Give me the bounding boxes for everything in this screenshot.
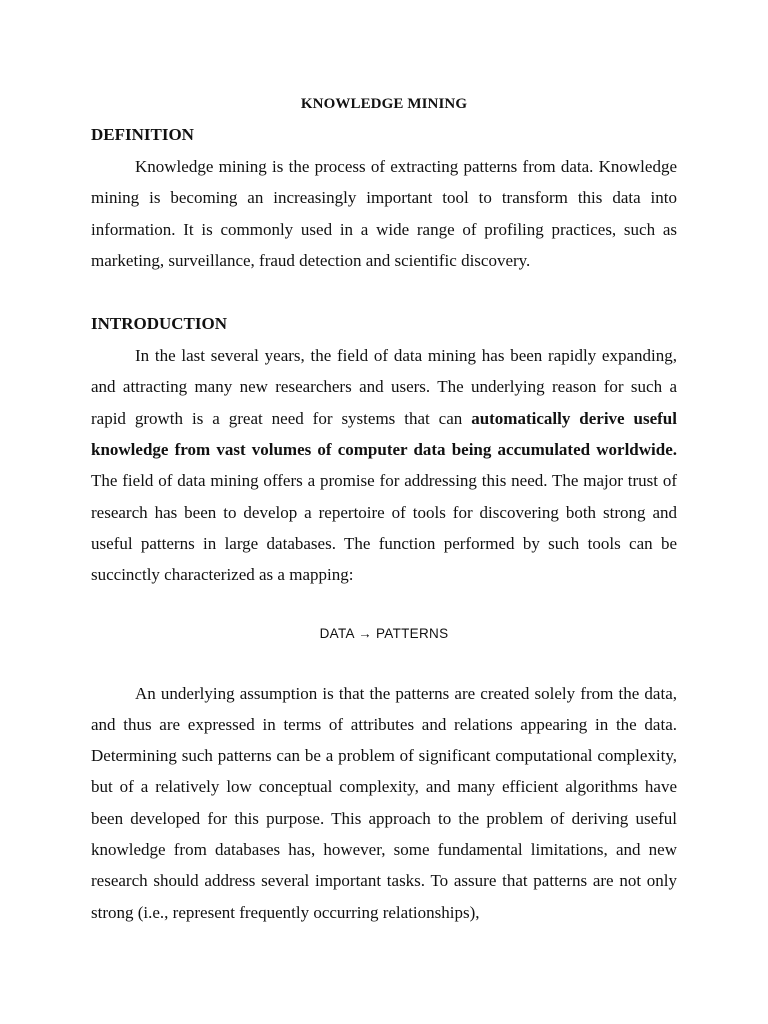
mapping-formula: DATA → PATTERNS	[319, 625, 449, 641]
definition-heading: DEFINITION	[91, 125, 194, 144]
introduction-paragraph-1	[91, 340, 677, 590]
introduction-heading: INTRODUCTION	[91, 314, 228, 334]
document-title: KNOWLEDGE MINING	[300, 96, 468, 112]
introduction-paragraph-2: An underlying assumption is that the patterns are created solely from the data, and thus are expressed in terms of attributes and relations appearing in the data. Determining such patterns can be a problem of significant computational complexity, but of a relatively low conceptual complexity, and many efficient algorithms have been developed for this purpose. This approach to the problem of deriving useful knowledge from databases has, however, some fundamental limitations, and new research should address several important tasks. To assure that patterns are not only strong (i.e., represent frequently occurring relationships),	[91, 683, 677, 922]
intro-bold-statement: automatically derive useful knowledge from vast volumes of computer data being accumulated worldwide.	[91, 408, 677, 460]
intro-text-part-1: In the last several years, the field of data mining has been rapidly expanding, and attracting many new researchers and users. The underlying reason for such a rapid growth is a great need for systems that can	[91, 346, 677, 428]
definition-paragraph: Knowledge mining is the process of extracting patterns from data. Knowledge mining is becoming an increasingly important tool to transform this data into information. It is commonly used in a wide range of profiling practices, such as marketing, surveillance, fraud detection and scientific discovery.	[91, 157, 677, 270]
intro-text-part-2: The field of data mining offers a promise for addressing this need. The major trust of research has been to develop a repertoire of tools for discovering both strong and useful patterns in large databases. The function performed by such tools can be succinctly characterized as a mapping:	[91, 471, 677, 585]
document-page	[91, 92, 677, 928]
